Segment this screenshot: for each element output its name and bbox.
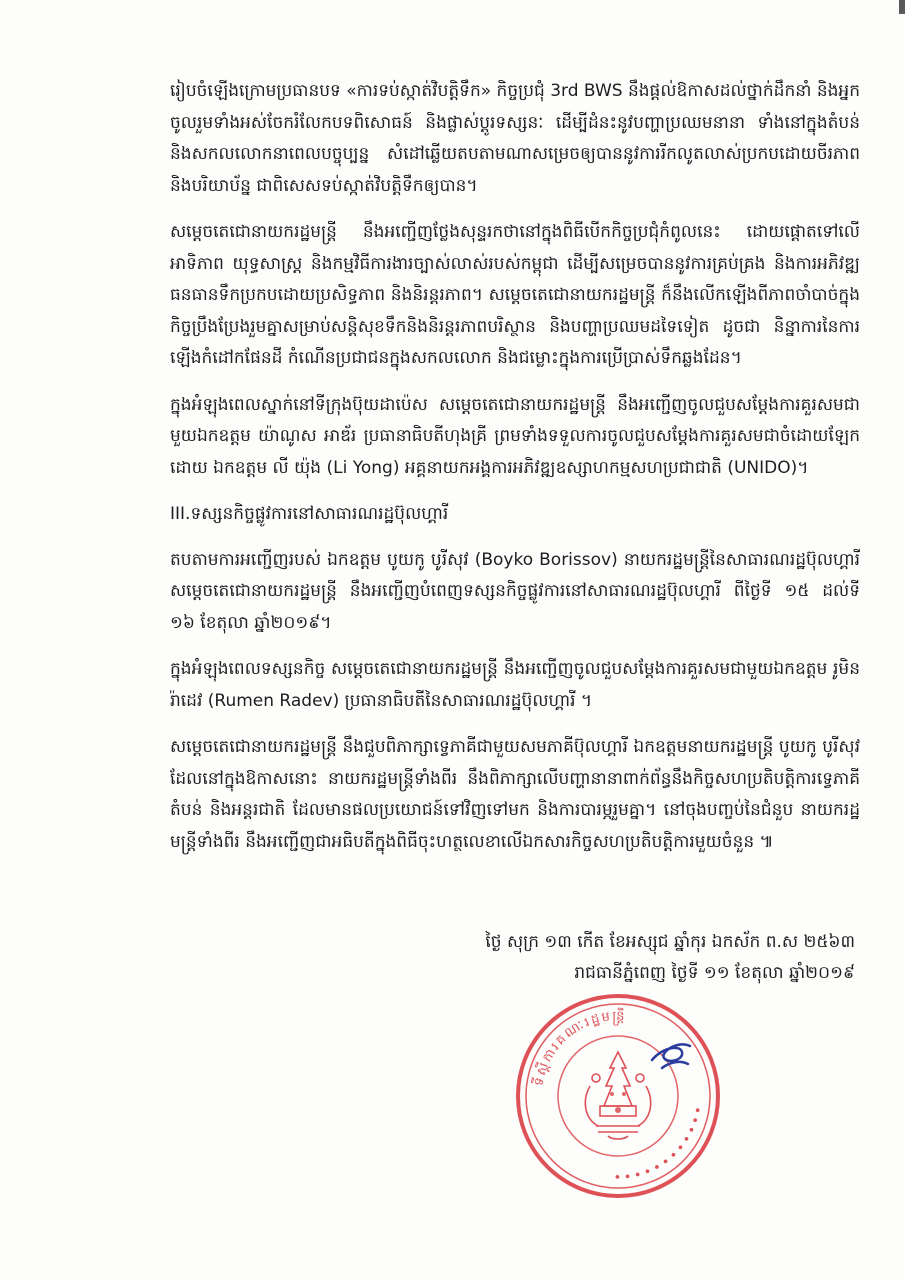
seal-text: ទីស្តីការគណៈរដ្ឋមន្ត្រី [531,1008,627,1088]
section-heading-bulgaria: III.ទស្សនកិច្ចផ្លូវការនៅសាធារណរដ្ឋប៊ុលហ្គារី [170,504,449,524]
signature-icon [652,1044,690,1068]
paragraph-bulgaria-president: ក្នុងអំឡុងពេលទស្សនកិច្ច សម្តេចតេជោនាយករដ្ឋមន្ត្រី នឹងអញ្ជើញចូលជួបសម្តែងការគួរសមជាមួយឯកឧត្តម រូមិន រ៉ាដេវ (Rumen Radev) ប្រធានាធិបតីនៃសាធារណរដ្ឋប៊ុលហ្គារី ។ [170,659,860,711]
lunar-date: ថ្ងៃ សុក្រ ១៣ កើត ខែអស្សុជ ឆ្នាំកុរ ឯកស័ក ព.ស ២៥៦៣ [485,932,855,952]
solar-date: រាជធានីភ្នំពេញ ថ្ងៃទី ១១ ខែតុលា ឆ្នាំ២០១៩ [574,963,855,983]
document-body [170,76,860,873]
paragraph-bilateral-talks: សម្តេចតេជោនាយករដ្ឋមន្ត្រី នឹងជួបពិភាក្សាទ្វេភាគីជាមួយសមភាគីប៊ុលហ្គារី ឯកឧត្តមនាយករដ្ឋមន្ត្រី បូយកូ បូរីសុវ ដែលនៅក្នុងឱកាសនោះ នាយករដ្ឋមន្ត្រីទាំងពីរ នឹងពិភាក្សាលើបញ្ហានានាពាក់ព័ន្ធនឹងកិច្ចសហប្រតិបត្តិការទ្វេភាគី តំបន់ និងអន្តរជាតិ ដែលមានផលប្រយោជន៍ទៅវិញទៅមក និងការបារម្ភរួមគ្នា។ នៅចុងបញ្ចប់នៃជំនួប នាយករដ្ឋមន្ត្រីទាំងពីរ នឹងអញ្ជើញជាអធិបតីក្នុងពិធីចុះហត្ថលេខាលើឯកសារកិច្ចសហប្រតិបត្តិការមួយចំនួន ៕ [170,737,860,852]
svg-text:ទីស្តីការគណៈរដ្ឋមន្ត្រី [530,1007,627,1087]
paragraph-summit-theme: រៀបចំឡើងក្រោមប្រធានបទ «ការទប់ស្កាត់វិបត្តិទឹក» កិច្ចប្រជុំ 3rd BWS នឹងផ្តល់ឱកាសដល់ថ្នាក់ដឹកនាំ និងអ្នកចូលរួមទាំងអស់ចែករំលែកបទពិសោធន៍ និងផ្លាស់ប្ដូរទស្សនៈ ដើម្បីដំនះនូវបញ្ហាប្រឈមនានា ទាំងនៅក្នុងតំបន់ និងសកលលោកនាពេលបច្ចុប្បន្ន សំដៅឆ្លើយតបតាមណាសម្រេចឲ្យបាននូវការរីកលូតលាស់ប្រកបដោយចីរភាព និងបរិយាប័ន្ន ជាពិសេសទប់ស្កាត់វិបត្តិទឹកឲ្យបាន។ [170,81,860,196]
official-seal-icon [512,990,724,1202]
paragraph-pm-speech: សម្តេចតេជោនាយករដ្ឋមន្ត្រី នឹងអញ្ជើញថ្លែងសុន្ទរកថានៅក្នុងពិធីបើកកិច្ចប្រជុំកំពូលនេះ ដោយផ្តោតទៅលើអាទិភាព យុទ្ធសាស្ត្រ និងកម្មវិធីការងារច្បាស់លាស់របស់កម្ពុជា ដើម្បីសម្រេចបាននូវការគ្រប់គ្រង និងការអភិវឌ្ឍធនធានទឹកប្រកបដោយប្រសិទ្ធភាព និងនិរន្តរភាព។ សម្តេចតេជោនាយករដ្ឋមន្ត្រី ក៏នឹងលើកឡើងពីភាពចាំបាច់ក្នុងកិច្ចប្រឹងប្រែងរួមគ្នាសម្រាប់សន្តិសុខទឹកនិងនិរន្តរភាពបរិស្ថាន និងបញ្ហាប្រឈមដទៃទៀត ដូចជា និន្នាការនៃការឡើងកំដៅកផែនដី កំណើនប្រជាជនក្នុងសកលលោក និងជម្លោះក្នុងការប្រើប្រាស់ទឹកឆ្លងដែន។ [170,222,860,368]
paragraph-budapest-meetings: ក្នុងអំឡុងពេលស្នាក់នៅទីក្រុងប៊ុយដាប៉េស សម្តេចតេជោនាយករដ្ឋមន្ត្រី នឹងអញ្ជើញចូលជួបសម្តែងការគួរសមជាមួយឯកឧត្តម យ៉ាណូស អាឌ័រ ប្រធានាធិបតីហុងគ្រី ព្រមទាំងទទួលការចូលជួបសម្តែងការគួរសមជាចំដោយឡែកដោយ ឯកឧត្តម លី យ៉ុង (Li Yong) អគ្គនាយកអង្គការអភិវឌ្ឍឧស្សាហកម្មសហប្រជាជាតិ (UNIDO)។ [170,394,860,478]
paragraph-bulgaria-invitation: តបតាមការអញ្ជើញរបស់ ឯកឧត្តម បូយកូ បូរីសុវ (Boyko Borissov) នាយករដ្ឋមន្ត្រីនៃសាធារណរដ្ឋប៊ុលហ្គារី សម្តេចតេជោនាយករដ្ឋមន្ត្រី នឹងអញ្ជើញបំពេញទស្សនកិច្ចផ្លូវការនៅសាធារណរដ្ឋប៊ុលហ្គារី ពីថ្ងៃទី ១៥ ដល់ទី ១៦ ខែតុលា ឆ្នាំ២០១៩។ [170,549,860,633]
svg-text:••••••••••••: •••••••••••• [611,1104,705,1184]
date-block [485,927,855,989]
scan-edge-mark [899,0,905,14]
